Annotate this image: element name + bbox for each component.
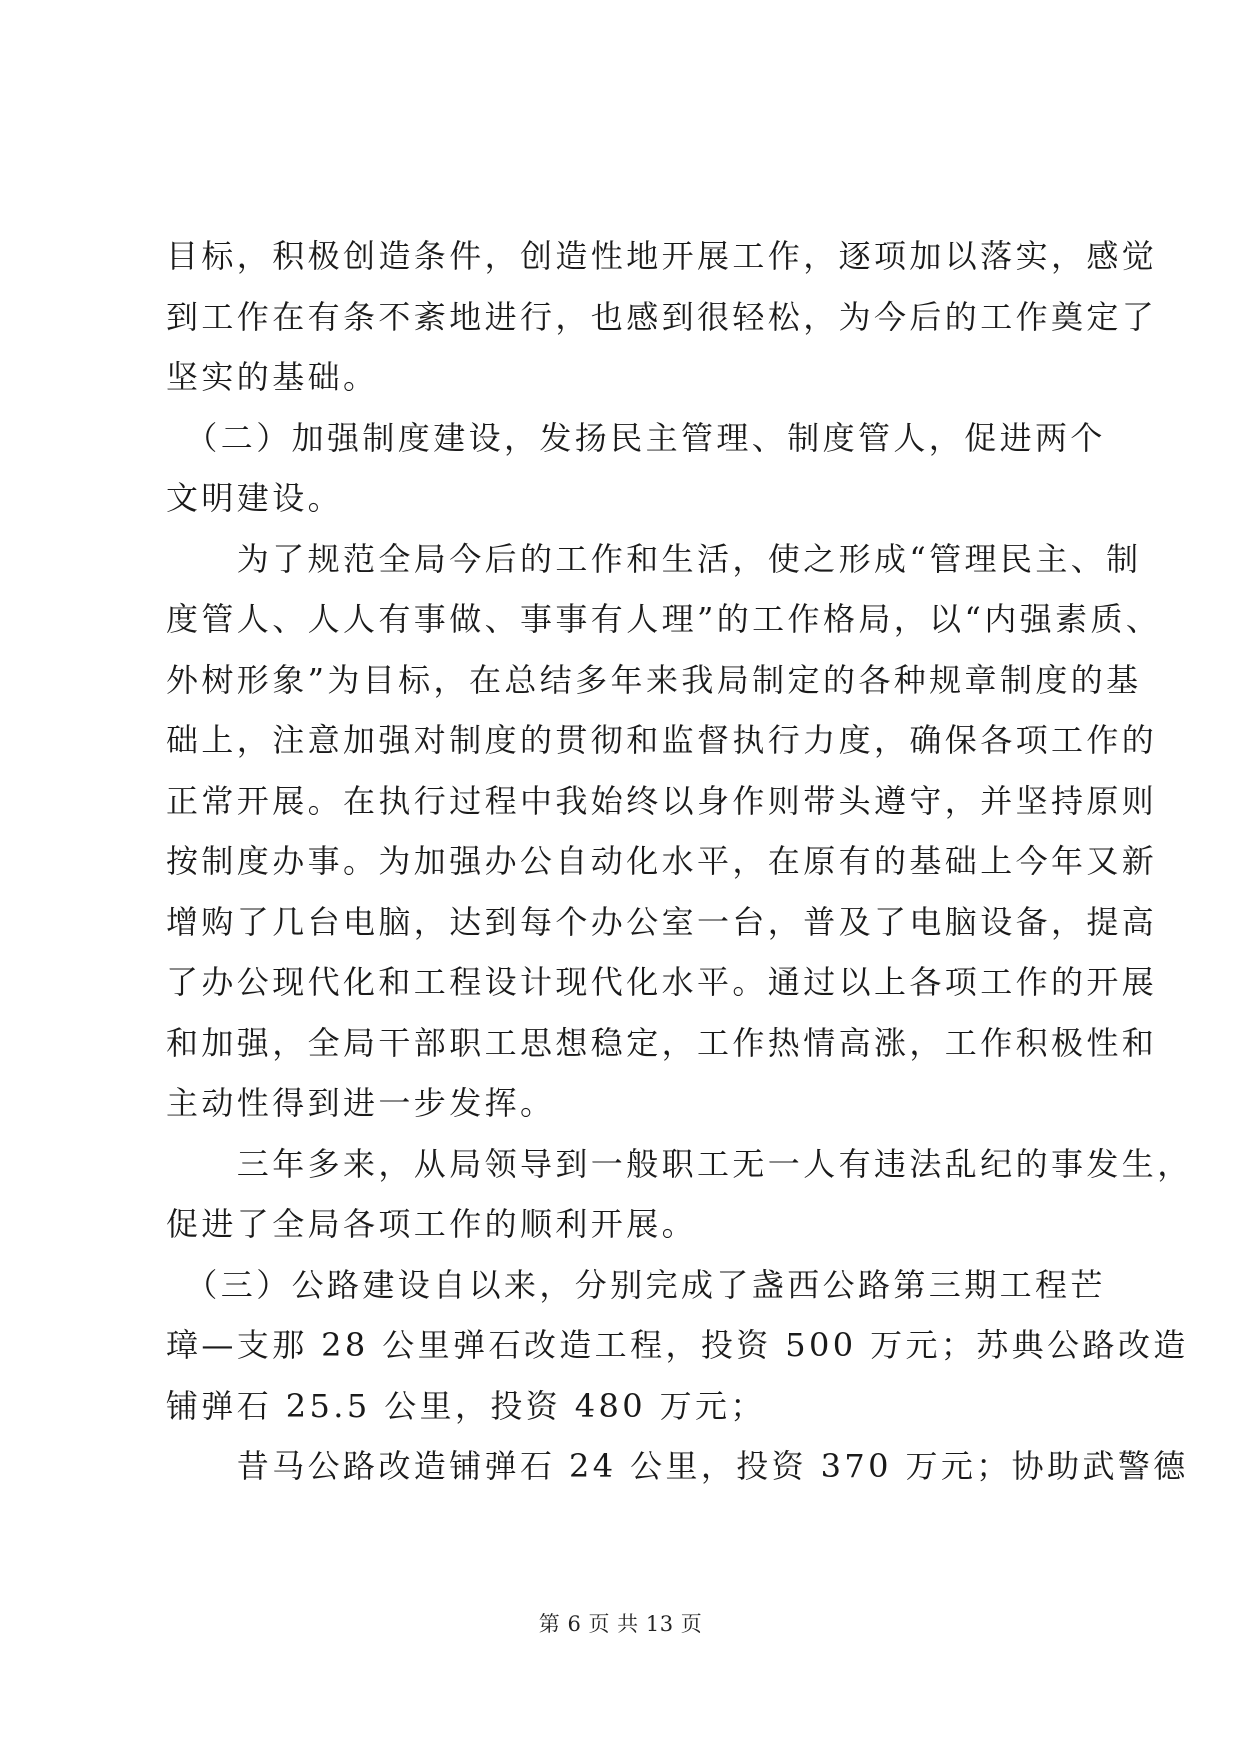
text-line: 目标，积极创造条件，创造性地开展工作，逐项加以落实，感觉 <box>166 237 1158 275</box>
text-line: 增购了几台电脑，达到每个办公室一台，普及了电脑设备，提高 <box>166 902 1158 941</box>
text-line: 正常开展。在执行过程中我始终以身作则带头遵守，并坚持原则 <box>166 781 1158 820</box>
text-line: 坚实的基础。 <box>166 358 379 396</box>
text-line: 到工作在有条不紊地进行，也感到很轻松，为今后的工作奠定了 <box>166 297 1158 336</box>
text-line: 了办公现代化和工程设计现代化水平。通过以上各项工作的开展 <box>166 963 1158 1001</box>
section-heading: （二）加强制度建设，发扬民主管理、制度管人，促进两个 <box>166 418 1106 457</box>
text-line: 文明建设。 <box>166 479 344 517</box>
text-line: 主动性得到进一步发挥。 <box>166 1084 556 1122</box>
text-line: 度管人、人人有事做、事事有人理”的工作格局，以“内强素质、 <box>166 600 1162 638</box>
text-line: 按制度办事。为加强办公自动化水平，在原有的基础上今年又新 <box>166 842 1158 880</box>
text-line: 础上，注意加强对制度的贯彻和监督执行力度，确保各项工作的 <box>166 721 1158 759</box>
text-line: 和加强，全局干部职工思想稳定，工作热情高涨，工作积极性和 <box>166 1023 1158 1062</box>
section-heading: （三）公路建设自以来，分别完成了盏西公路第三期工程芒 <box>166 1265 1106 1304</box>
text-line: 璋—支那 28 公里弹石改造工程，投资 500 万元；苏典公路改造 <box>166 1326 1189 1364</box>
text-line: 铺弹石 25.5 公里，投资 480 万元； <box>166 1386 766 1425</box>
text-line: 三年多来，从局领导到一般职工无一人有违法乱纪的事发生， <box>166 1144 1193 1183</box>
text-line: 外树形象”为目标，在总结多年来我局制定的各种规章制度的基 <box>166 660 1142 699</box>
text-line: 昔马公路改造铺弹石 24 公里，投资 370 万元；协助武警德 <box>166 1447 1189 1485</box>
text-line: 促进了全局各项工作的顺利开展。 <box>166 1205 698 1243</box>
text-line: 为了规范全局今后的工作和生活，使之形成“管理民主、制 <box>166 539 1142 578</box>
page-footer: 第 6 页 共 13 页 <box>538 1612 703 1636</box>
body-text <box>166 226 1193 1497</box>
